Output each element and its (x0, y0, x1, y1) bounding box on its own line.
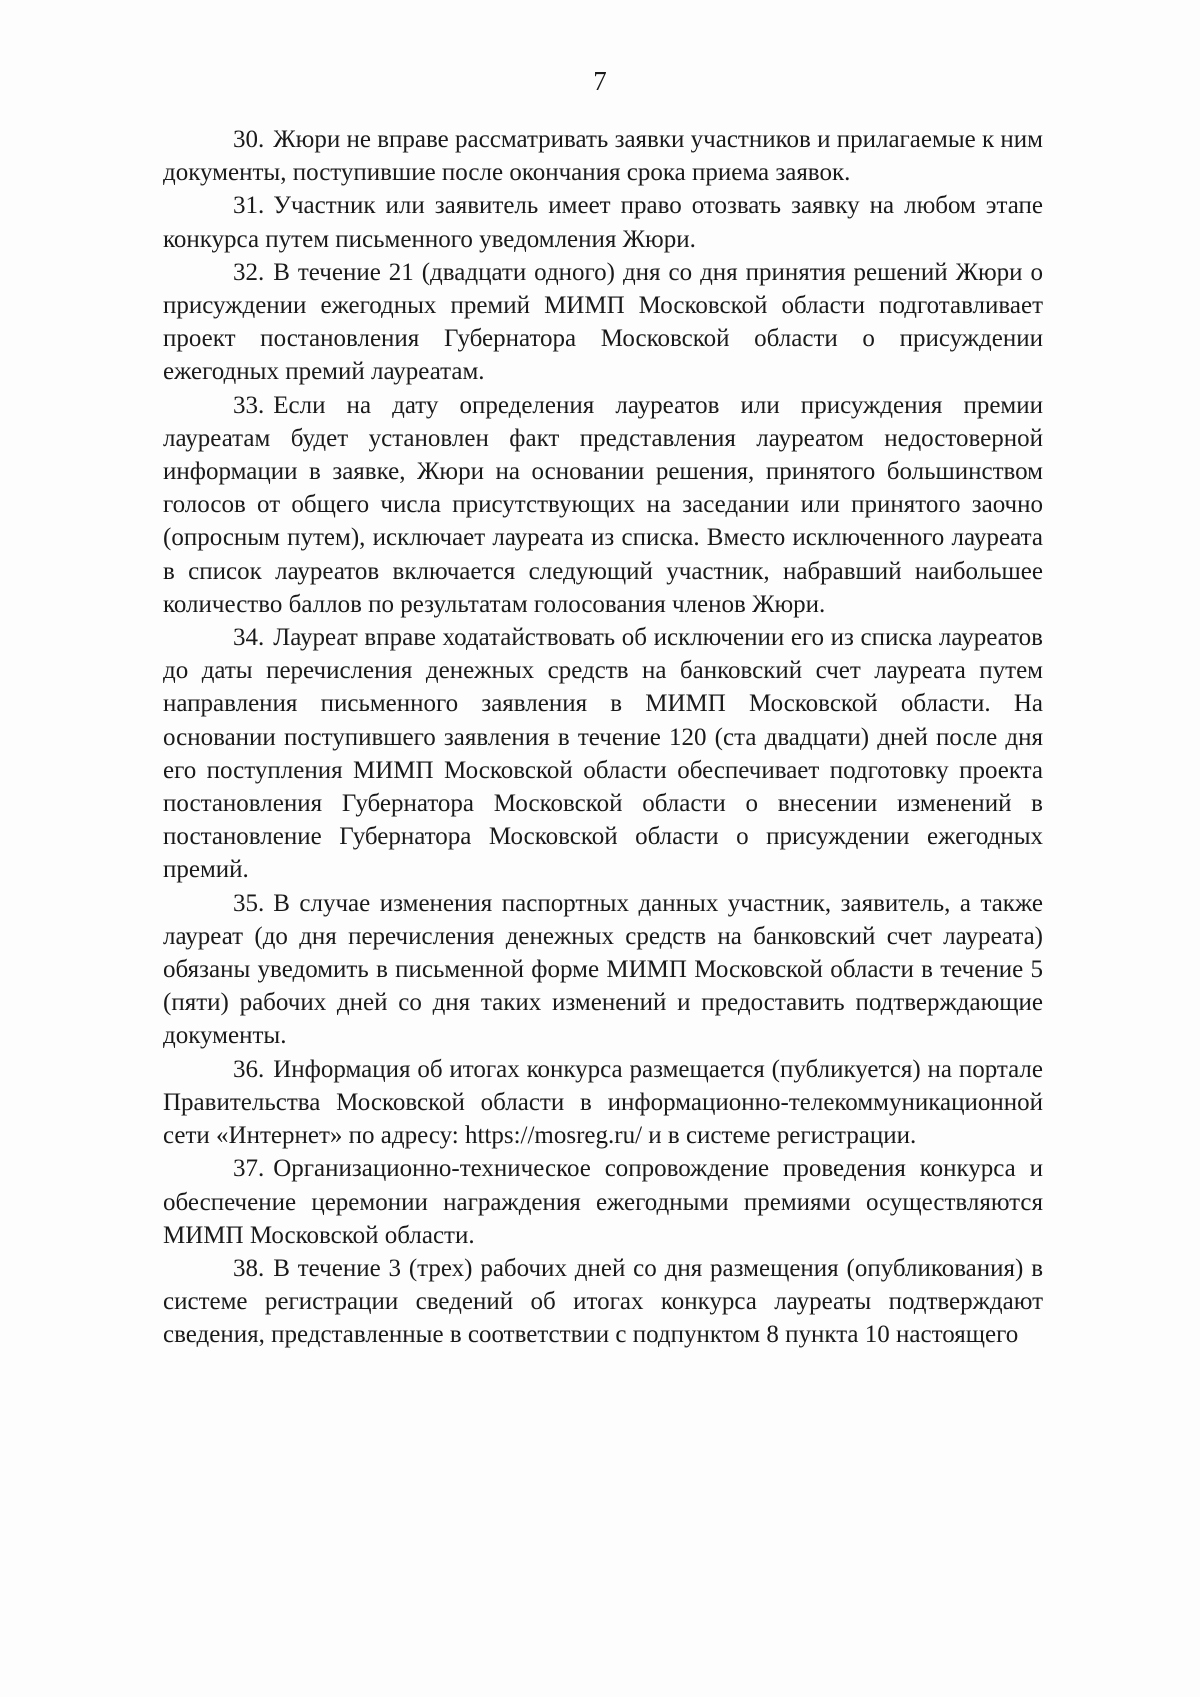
paragraph-number: 35. (233, 889, 265, 917)
document-body (163, 123, 1043, 1352)
paragraph-33 (163, 389, 1043, 621)
paragraph-31 (163, 189, 1043, 255)
page-number: 7 (593, 66, 607, 96)
paragraph-number: 30. (233, 126, 265, 153)
paragraph-text: Информация об итогах конкурса размещается (публикуется) на портале Правительства Московской области в информационно-телекоммуникационной сети «Интернет» по адресу: https://mosreg.ru/ и в системе регистрации. (163, 1055, 1043, 1150)
paragraph-number: 32. (233, 258, 265, 286)
paragraph-number: 38. (233, 1254, 265, 1282)
paragraph-35 (163, 887, 1043, 1053)
paragraph-text: Лауреат вправе ходатайствовать об исключении его из списка лауреатов до даты перечисления денежных средств на банковский счет лауреата путем направления письменного заявления в МИМП Московской области. На основании поступившего заявления в течение 120 (ста двадцати) дней после дня его поступления МИМП Московской области обеспечивает подготовку проекта постановления Губернатора Московской области о внесении изменений в постановление Губернатора Московской области о присуждении ежегодных премий. (163, 624, 1043, 884)
paragraph-37 (163, 1152, 1043, 1252)
paragraph-number: 36. (233, 1055, 265, 1083)
paragraph-text: В течение 21 (двадцати одного) дня со дня принятия решений Жюри о присуждении ежегодных премий МИМП Московской области подготавливает проект постановления Губернатора Московской области о присуждении ежегодных премий лауреатам. (163, 258, 1043, 386)
paragraph-number: 34. (233, 624, 265, 652)
paragraph-number: 33. (233, 391, 265, 419)
paragraph-text: Если на дату определения лауреатов или присуждения премии лауреатам будет установлен факт представления лауреатом недостоверной информации в заявке, Жюри на основании решения, принятого большинством голосов от общего числа присутствующих на заседании или принятого заочно (опросным путем), исключает лауреата из списка. Вместо исключенного лауреата в список лауреатов включается следующий участник, набравший наибольшее количество баллов по результатам голосования членов Жюри. (163, 391, 1043, 618)
paragraph-text: Жюри не вправе рассматривать заявки участников и прилагаемые к ним документы, поступившие после окончания срока приема заявок. (163, 126, 1043, 187)
paragraph-36 (163, 1053, 1043, 1153)
paragraph-32 (163, 256, 1043, 389)
paragraph-30 (163, 123, 1043, 189)
paragraph-34 (163, 621, 1043, 887)
paragraph-38 (163, 1252, 1043, 1352)
paragraph-text: В случае изменения паспортных данных участник, заявитель, а также лауреат (до дня перечисления денежных средств на банковский счет лауреата) обязаны уведомить в письменной форме МИМП Московской области в течение 5 (пяти) рабочих дней со дня таких изменений и предоставить подтверждающие документы. (163, 889, 1043, 1050)
paragraph-text: Организационно-техническое сопровождение проведения конкурса и обеспечение церемонии награждения ежегодными премиями осуществляются МИМП Московской области. (163, 1155, 1043, 1249)
paragraph-text: Участник или заявитель имеет право отозвать заявку на любом этапе конкурса путем письменного уведомления Жюри. (163, 192, 1043, 253)
paragraph-number: 37. (233, 1155, 265, 1183)
paragraph-text: В течение 3 (трех) рабочих дней со дня размещения (опубликования) в системе регистрации сведений об итогах конкурса лауреаты подтверждают сведения, представленные в соответствии с подпунктом 8 пункта 10 настоящего (163, 1254, 1043, 1349)
paragraph-number: 31. (233, 192, 265, 220)
